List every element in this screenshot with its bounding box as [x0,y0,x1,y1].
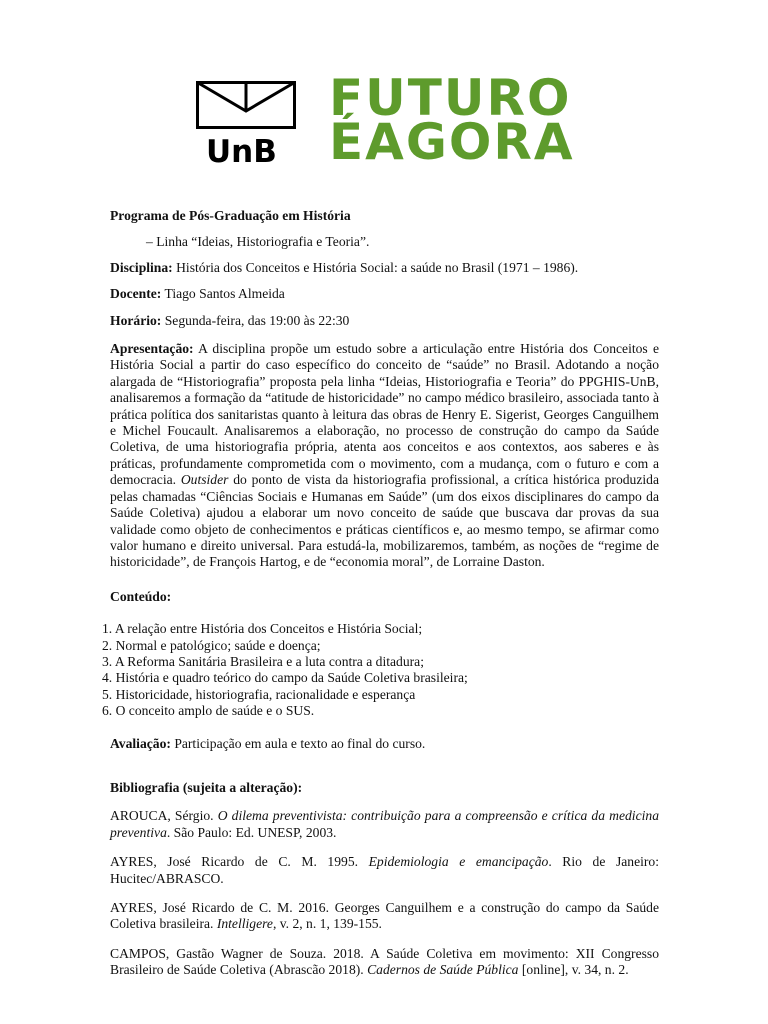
brand-line-2: ÉAGORA [329,113,575,171]
presentation-paragraph [110,341,659,571]
ref-text: AROUCA, Sérgio. [110,808,218,824]
discipline-value: História dos Conceitos e História Social: a saúde no Brasil (1971 – 1986). [176,259,579,275]
teacher-row [110,286,659,302]
contents-heading: Conteúdo: [110,588,172,604]
discipline-row [110,260,659,276]
presentation-text-2: do ponto de vista da historiografia profissional, a crítica histórica produzida pelas chamadas “Ciências Sociais e Humanas em Saúde” (um dos eixos disciplinares do campo da Saúde Coletiva) ajudou a elaborar um novo conceito de saúde que buscava dar provas da sua validade como objeto de conhecimentos e práticas científicos e, ao mesmo tempo, se afirmar como valor humano e direito universal. Para estudá-la, mobilizaremos, também, as noções de “regime de historicidade”, de François Hartog, e de “economia moral”, de Lorraine Daston. [110,472,659,570]
ref-text: AYRES, José Ricardo de C. M. 1995. [110,854,369,870]
bibliography-ref [110,900,659,933]
ref-title: O dilema preventivista: contribuição para a compreensão e crítica da medicina preventiva [110,808,659,840]
ref-text: . Rio de Janeiro: Hucitec/ABRASCO. [110,854,659,886]
discipline-label: Disciplina: [110,259,173,275]
bibliography-ref [110,854,659,887]
page-header [0,69,768,171]
futuro-e-agora-logo [329,69,579,171]
teacher-label: Docente: [110,286,162,302]
presentation-italic-word: Outsider [180,472,229,488]
teacher-value: Tiago Santos Almeida [164,286,285,302]
evaluation-row [110,736,659,752]
schedule-label: Horário: [110,312,162,328]
schedule-value: Segunda-feira, das 19:00 às 22:30 [164,312,350,328]
unb-emblem-icon [196,81,296,129]
evaluation-label: Avaliação: [110,735,171,751]
ref-title: Epidemiologia e emancipação [368,854,549,870]
ref-text: . São Paulo: Ed. UNESP, 2003. [166,824,337,840]
ref-title: Cadernos de Saúde Pública [367,962,519,978]
unb-logo-text: UnB [206,134,277,170]
schedule-row [110,313,659,329]
evaluation-value: Participação em aula e texto ao final do curso. [174,735,426,751]
contents-list [102,621,659,719]
bibliography-ref [110,808,659,841]
presentation-label: Apresentação: [110,341,194,357]
list-item: 5. Historicidade, historiografia, racionalidade e esperança [102,686,416,702]
program-title: Programa de Pós-Graduação em História [110,208,351,223]
presentation-text-1: A disciplina propõe um estudo sobre a articulação entre História dos Conceitos e História Social a partir do caso específico do conceito de “saúde” no Brasil. Adotando a noção alargada de “Historiografia” proposta pela linha “Ideias, Historiografia e Teoria” do PPGHIS-UnB, analisaremos a formação da “atitude de historicidade” no campo médico brasileiro, associada tanto à prática política dos sanitaristas quanto à leitura das obras de Henry E. Sigerist, Georges Canguilhem e Michel Foucault. Analisaremos a elaboração, no processo de construção do campo da Saúde Coletiva, de uma historiografia própria, atenta aos conceitos e aos contextos, aos saberes e às práticas, profundamente comprometida com o movimento, com a mudança, com o futuro e com a democracia. [110,341,659,488]
list-item: 4. História e quadro teórico do campo da Saúde Coletiva brasileira; [102,670,468,686]
ref-text: AYRES, José Ricardo de C. M. 2016. Georges Canguilhem e a construção do campo da Saúde Coletiva brasileira. [110,900,659,932]
ref-text: [online], v. 34, n. 2. [518,962,629,978]
syllabus-content [102,208,659,979]
ref-title: Intelligere [216,916,273,932]
ref-text: CAMPOS, Gastão Wagner de Souza. 2018. A Saúde Coletiva em movimento: XII Congresso Brasileiro de Saúde Coletiva (Abrascão 2018). [110,945,659,978]
list-item: 2. Normal e patológico; saúde e doença; [102,637,321,653]
list-item: 6. O conceito amplo de saúde e o SUS. [102,703,315,719]
program-line: – Linha “Ideias, Historiografia e Teoria”. [146,234,370,250]
bibliography-ref [110,946,659,979]
unb-logo [196,78,300,170]
bibliography-heading: Bibliografia (sujeita a alteração): [110,779,303,795]
brand-line-1: FUTURO [329,69,572,127]
ref-text: , v. 2, n. 1, 139-155. [272,916,382,932]
list-item: 1. A relação entre História dos Conceitos e História Social; [102,621,423,637]
list-item: 3. A Reforma Sanitária Brasileira e a luta contra a ditadura; [102,653,424,669]
